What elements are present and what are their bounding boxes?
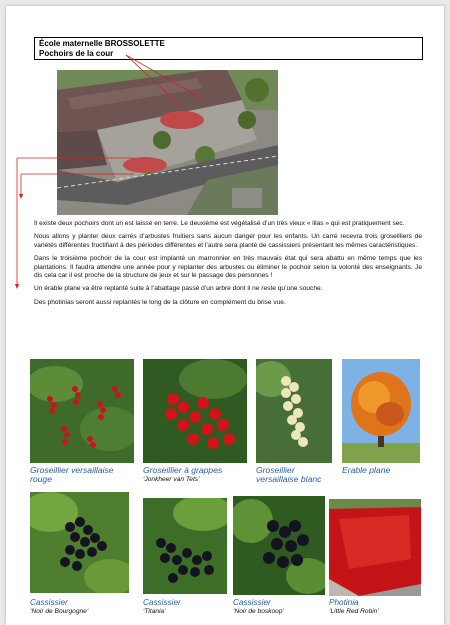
school-name: École maternelle BROSSOLETTE: [39, 39, 165, 48]
paragraph-arbustes: Nous allons y planter deux carrés d’arbustes fruitiers sans aucun danger pour les enfants. Un carré recevra trois groseilliers de variétés différentes fructifiant à des périodes différentes et l’autre sera planté de cassissiers présentant les mêmes caractéristiques.: [34, 233, 422, 249]
caption-photinia: Photinia ‘Little Red Robin’: [329, 598, 379, 615]
photo-cassissier-boskoop: [233, 496, 325, 595]
photo-cassissier-titania: [143, 498, 227, 594]
document-title-box: [34, 37, 423, 60]
paragraph-photinias: Des photinias seront aussi replantés le long de la clôture en complément du brise vue.: [34, 298, 286, 306]
caption-groseillier-rouge: Groseillier versaillaise rouge: [30, 465, 114, 484]
caption-groseillier-a-grappes: Groseillier à grappes ‘Jonkheer van Tets’: [143, 465, 223, 483]
caption-erable-plane: Erable plane: [342, 465, 391, 475]
photo-groseillier-rouge: [30, 359, 134, 463]
photo-photinia: [329, 499, 421, 596]
aerial-photo-courtyard: [57, 70, 278, 215]
paragraph-erable: Un érable plane va être replanté suite à l’abattage passé d’un arbre dont il ne reste qu’une souche.: [34, 285, 323, 293]
caption-cassissier-titania: Cassissier ‘Titania’: [143, 598, 181, 615]
page-subtitle: Pochoirs de la cour: [39, 49, 114, 58]
photo-erable-plane: [342, 359, 420, 463]
paragraph-pochoirs: Il existe deux pochoirs dont un est laissé en terre. Le deuxième est végétalisé d’un très vieux « lilas » qui est pratiquement sec.: [34, 220, 405, 227]
caption-cassissier-bourgogne: Cassissier ‘Noir de Bourgogne’: [30, 598, 89, 615]
paragraph-marronnier: Dans le troisième pochoir de la cour est implanté un marronnier en très mauvais état qui sera abattu en même temps que les plantations. Il faudra attendre une année pour y replanter des arbustes ou éliminer le pochoir selon la volonté des enseignants. Je dis cela car il est proche de la structure de jeux et sur le passage des personnes !: [34, 255, 422, 280]
photo-cassissier-bourgogne: [30, 492, 129, 593]
document-page: [6, 6, 444, 625]
photo-groseillier-a-grappes: [143, 359, 247, 463]
body-text: [34, 220, 422, 312]
caption-groseillier-blanc: Groseillier versaillaise blanc: [256, 465, 322, 484]
caption-cassissier-boskoop: Cassissier ‘Noir de boskoop’: [233, 598, 284, 615]
photo-groseillier-blanc: [256, 359, 332, 463]
